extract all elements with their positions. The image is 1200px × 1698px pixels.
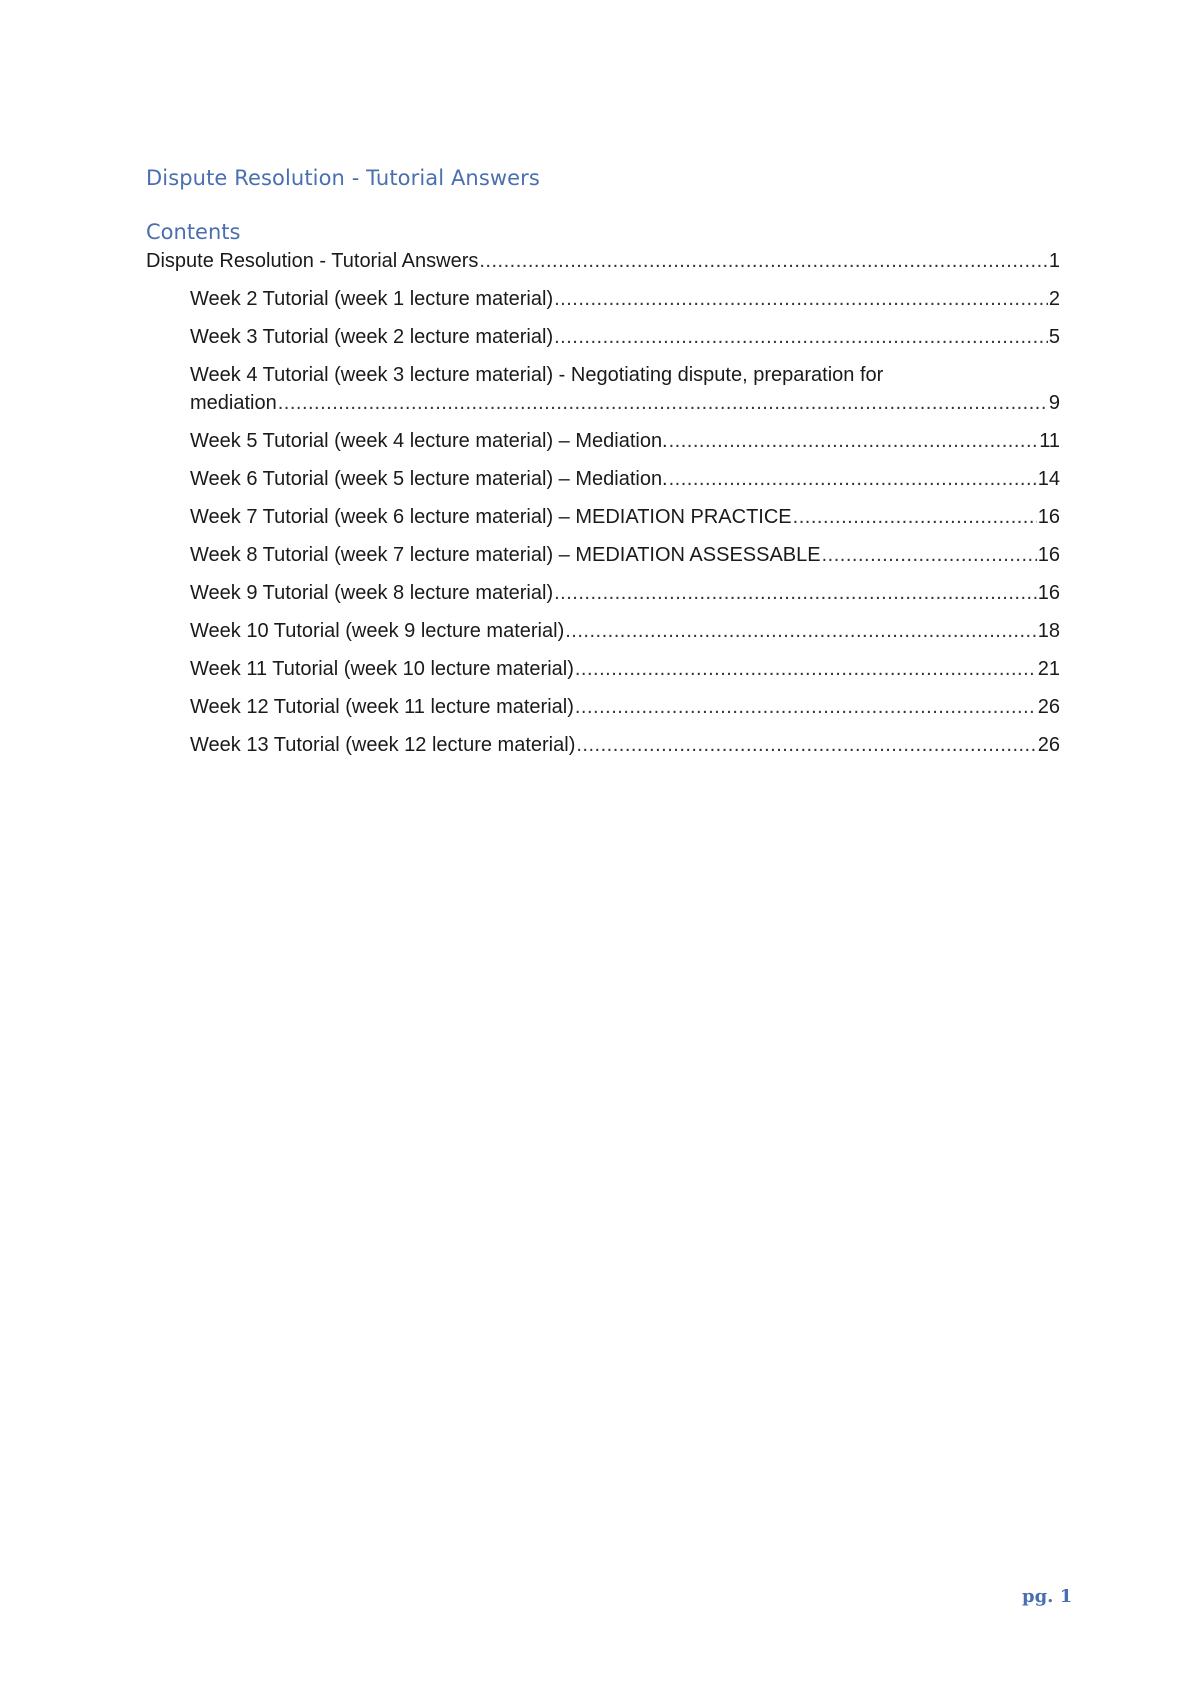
toc-entry-title: Week 3 Tutorial (week 2 lecture material) <box>190 326 554 348</box>
toc-page-number: 16 <box>1037 506 1060 528</box>
toc-page-number: 2 <box>1048 288 1060 310</box>
toc-page-number: 21 <box>1037 658 1060 680</box>
toc-entry-title: Dispute Resolution - Tutorial Answers <box>146 250 479 272</box>
toc-entry[interactable] <box>146 288 1060 317</box>
toc-dot-leader <box>576 734 1036 757</box>
toc-entry[interactable] <box>146 734 1060 763</box>
toc-entry-title: Week 8 Tutorial (week 7 lecture material) – MEDIATION ASSESSABLE <box>190 544 821 566</box>
toc-page-number: 26 <box>1037 734 1060 756</box>
toc-dot-leader <box>669 430 1039 453</box>
toc-dot-leader <box>479 250 1048 273</box>
toc-page-number: 18 <box>1037 620 1060 642</box>
toc-entry[interactable] <box>146 620 1060 649</box>
toc-entry[interactable] <box>146 468 1060 497</box>
toc-entry-title-line1: Week 4 Tutorial (week 3 lecture material) - Negotiating dispute, preparation for <box>190 364 884 386</box>
toc-dot-leader <box>278 392 1048 415</box>
toc-page-number: 14 <box>1037 468 1060 490</box>
toc-entry-title: Week 10 Tutorial (week 9 lecture material) <box>190 620 565 642</box>
toc-entry-title: Week 2 Tutorial (week 1 lecture material) <box>190 288 554 310</box>
toc-dot-leader <box>554 326 1048 349</box>
toc-page-number: 9 <box>1048 392 1060 414</box>
toc-entry[interactable] <box>146 326 1060 355</box>
toc-page-number: 16 <box>1037 582 1060 604</box>
contents-heading: Contents <box>146 220 241 244</box>
toc-entry[interactable] <box>146 364 1060 421</box>
toc-entry-title: Week 6 Tutorial (week 5 lecture material) – Mediation. <box>190 468 668 490</box>
page-number-footer: pg. 1 <box>1022 1586 1073 1607</box>
toc-entry-title: Week 5 Tutorial (week 4 lecture material) – Mediation. <box>190 430 668 452</box>
toc-dot-leader <box>554 582 1037 605</box>
toc-page-number: 1 <box>1048 250 1060 272</box>
toc-page-number: 11 <box>1039 430 1060 452</box>
toc-dot-leader <box>575 658 1037 681</box>
toc-entry-title: Week 9 Tutorial (week 8 lecture material) <box>190 582 554 604</box>
toc-entry-title-line2: mediation <box>190 392 277 414</box>
toc-dot-leader <box>554 288 1048 311</box>
toc-dot-leader <box>793 506 1037 529</box>
toc-entry[interactable] <box>146 430 1060 459</box>
toc-page-number: 5 <box>1048 326 1060 348</box>
toc-entry[interactable] <box>146 658 1060 687</box>
toc-entry-title-line2-row <box>190 392 1060 421</box>
toc-entry[interactable] <box>146 582 1060 611</box>
toc-entry-title: Week 12 Tutorial (week 11 lecture material) <box>190 696 574 718</box>
toc-dot-leader <box>822 544 1037 567</box>
table-of-contents <box>146 250 1060 772</box>
toc-page-number: 26 <box>1037 696 1060 718</box>
toc-page-number: 16 <box>1037 544 1060 566</box>
toc-entry-title: Week 13 Tutorial (week 12 lecture material) <box>190 734 576 756</box>
toc-dot-leader <box>669 468 1037 491</box>
toc-entry-title: Week 11 Tutorial (week 10 lecture material) <box>190 658 574 680</box>
toc-entry[interactable] <box>146 250 1060 279</box>
toc-entry[interactable] <box>146 696 1060 725</box>
toc-dot-leader <box>565 620 1037 643</box>
document-title: Dispute Resolution - Tutorial Answers <box>146 166 540 190</box>
toc-entry-title: Week 7 Tutorial (week 6 lecture material) – MEDIATION PRACTICE <box>190 506 792 528</box>
toc-entry[interactable] <box>146 506 1060 535</box>
toc-entry[interactable] <box>146 544 1060 573</box>
toc-dot-leader <box>575 696 1037 719</box>
